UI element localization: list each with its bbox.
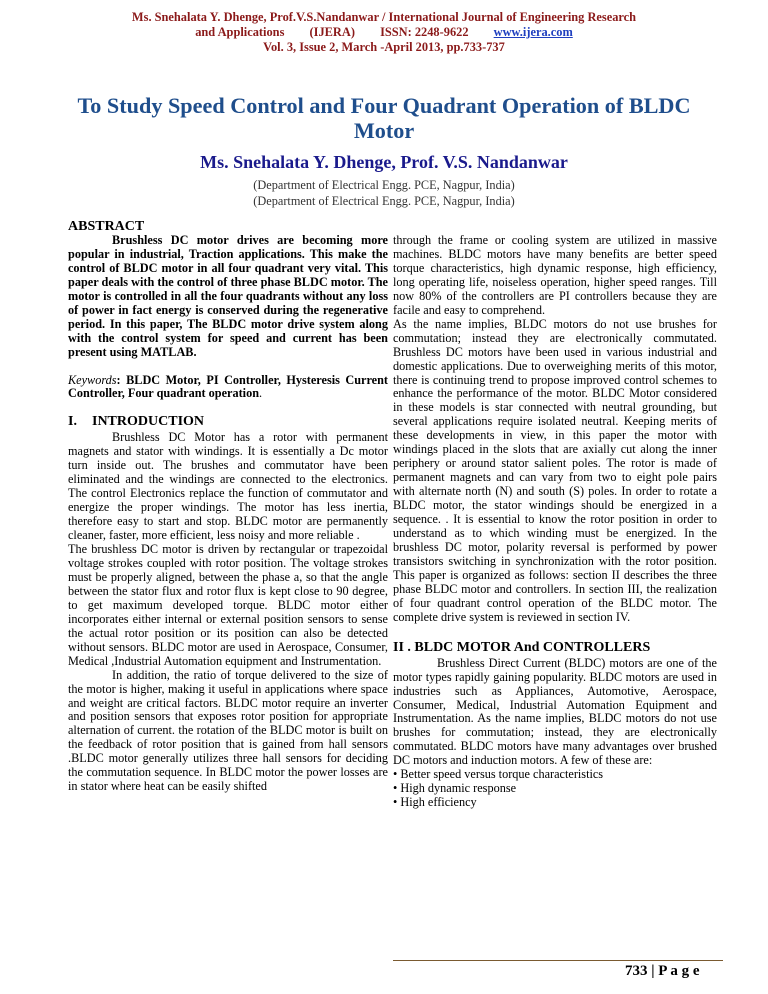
section-2-paragraph-1: Brushless Direct Current (BLDC) motors are one of the motor types rapidly gaining popularity. BLDC motors are used in industries such as Appliances, Automotive, Aerospace, Consumer, Medical, Industrial Automation Equipment and Instrumentation. As the name implies, BLDC motors do not use brushes for commutation; instead, they are electronically commutated. BLDC motors have many advantages over brushed DC motors and induction motors. A few of these are:	[393, 655, 717, 768]
header-journal-abbr: (IJERA)	[309, 25, 355, 39]
bullet-item: • Better speed versus torque characteristics	[393, 767, 604, 782]
bullet-item: • High dynamic response	[393, 781, 517, 796]
keywords	[68, 374, 388, 402]
affiliation-2: (Department of Electrical Engg. PCE, Nagpur, India)	[253, 193, 515, 208]
right-paragraph-1: through the frame or cooling system are utilized in massive machines. BLDC motors have many benefits are better speed torque characteristics, high dynamic response, high efficiency, long operating life, noiseless operation, higher speed ranges. Till now 80% of the controllers are PI controllers because they are facile and easy to comprehend.	[393, 233, 717, 317]
section-1-heading	[68, 415, 388, 429]
section-1-title: INTRODUCTION	[92, 414, 205, 430]
paper-title: To Study Speed Control and Four Quadrant Operation of BLDC Motor	[77, 93, 691, 143]
right-paragraph-2: As the name implies, BLDC motors do not use brushes for commutation; instead they are electronically commutated. Brushless DC motors have been used in various industrial and domestic applications. Due to overweighing merits of this motor, there is continuing trend to propose improved control schemes to enhance the performance of the motor. BLDC Motor considered in these models is star connected with neutral grounding, but several applications require isolated neutral. Keeping merits of these developments in view, in this paper the motor with windings placed in the slots that are axially cut along the inner periphery or around stator salient poles. The rotor is made of permanent magnets and can vary from two to eight pole pairs with alternate north (N) and south (S) poles. In order to rotate a BLDC motor, the stator windings should be energized in a sequence. . It is essential to know the rotor position in order to understand as to which winding must be energized. In the brushless DC motor, polarity reversal is performed by power transistors switching in synchronization with the rotor position. This paper is organized as follows: section II describes the three phase BLDC motor and controllers. In section III, the realization of four quadrant control operation of the BLDC motor. The complete drive system is reviewed in section IV.	[393, 316, 717, 624]
keywords-text: : BLDC Motor, PI Controller, Hysteresis Current Controller, Four quadrant operation	[68, 372, 388, 401]
left-column	[68, 220, 388, 794]
intro-paragraph-3: In addition, the ratio of torque delivered to the size of the motor is higher, making it useful in applications where space and weight are critical factors. BLDC motor require an inverter and position sensors that exposes rotor position for appropriate alternation of current. the rotation of the BLDC motor is built on the feedback of rotor position that is gained from hall sensors .BLDC motor generally utilizes three hall sensors for deciding the commutation sequence. In BLDC motor the power losses are in stator where heat can be easily shifted	[68, 667, 388, 794]
header-issn: ISSN: 2248-9622	[380, 25, 469, 39]
right-column	[393, 234, 717, 810]
journal-header	[0, 10, 768, 55]
abstract-text: Brushless DC motor drives are becoming more popular in industrial, Traction applications. This make the control of BLDC motor in all four quadrant very vital. This paper deals with the control of three phase BLDC motor. The motor is controlled in all the four quadrants without any loss of power in fact energy is conserved during the regenerative period. In this paper, The BLDC motor drive system along with the control system for speed and current has been present using MATLAB.	[68, 232, 388, 359]
section-2-heading: II . BLDC MOTOR And CONTROLLERS	[393, 639, 651, 655]
footer-divider	[393, 960, 723, 961]
page-number: 733 | P a g e	[625, 963, 700, 979]
abstract-heading: ABSTRACT	[68, 219, 145, 234]
bullet-item: • High efficiency	[393, 795, 477, 810]
intro-paragraph-1: Brushless DC Motor has a rotor with permanent magnets and stator with windings. It is essentially a Dc motor turn inside out. The brushes and commutator have been eliminated and the windings are connected to the electronics. The control Electronics replace the function of commutator and energize the proper windings. The motor has less inertia, therefore easy to start and stop. BLDC motor are permanently cleaner, faster, more efficient, less noisy and more reliable .	[68, 430, 388, 543]
header-line-3: Vol. 3, Issue 2, March -April 2013, pp.733-737	[263, 40, 505, 54]
keywords-label: Keywords	[68, 372, 117, 387]
section-1-number: I.	[68, 414, 77, 430]
affiliations	[0, 178, 768, 209]
affiliation-1: (Department of Electrical Engg. PCE, Nagpur, India)	[253, 178, 515, 192]
keywords-end: .	[259, 386, 263, 401]
journal-website-link[interactable]: www.ijera.com	[493, 25, 573, 39]
intro-paragraph-2: The brushless DC motor is driven by rectangular or trapezoidal voltage strokes coupled with rotor position. The voltage strokes must be properly aligned, between the phase a, so that the angle between the stator flux and rotor flux is kept close to 90 degree, to get maximum developed torque. BLDC motor either incorporates either internal or external position sensors to sense the actual rotor position or its position can also be detected without sensors. BLDC motor are used in Aerospace, Consumer, Medical ,Industrial Automation equipment and Instrumentation.	[68, 542, 388, 668]
header-journal-name: and Applications	[195, 25, 285, 39]
paper-authors: Ms. Snehalata Y. Dhenge, Prof. V.S. Nandanwar	[200, 152, 568, 172]
header-line-1: Ms. Snehalata Y. Dhenge, Prof.V.S.Nandanwar / International Journal of Engineering Research	[131, 10, 637, 24]
header-line-2	[0, 25, 768, 40]
